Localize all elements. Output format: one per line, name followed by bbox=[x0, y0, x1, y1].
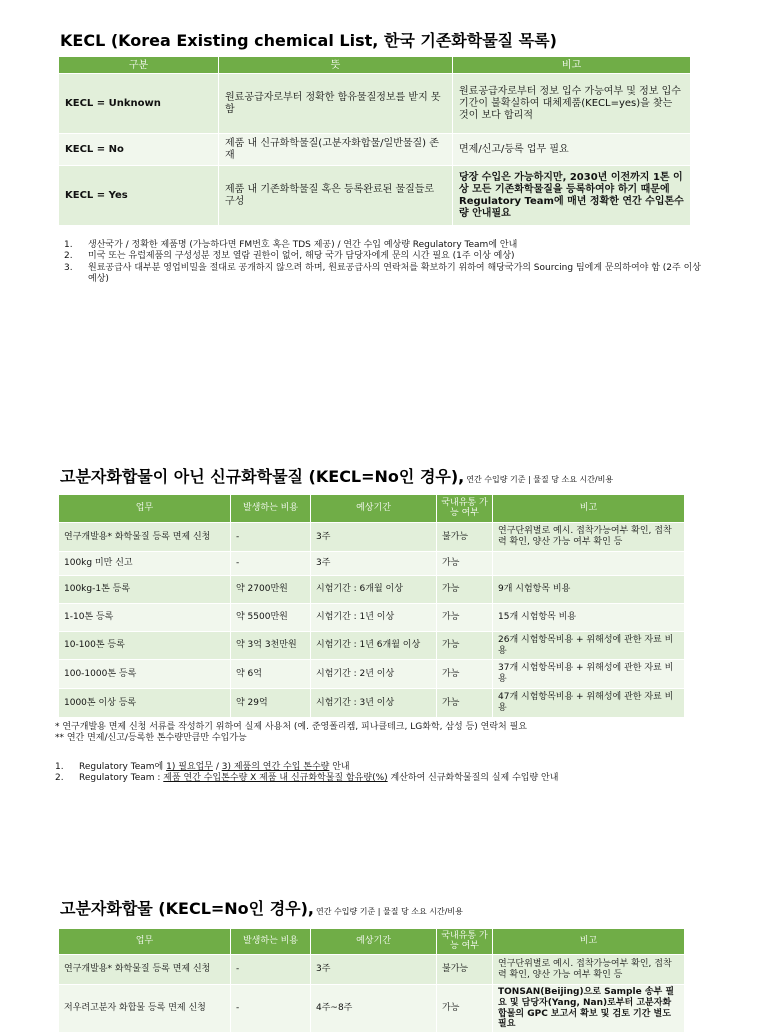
cell-period: 3주 bbox=[311, 523, 437, 552]
cell-period: 3주 bbox=[311, 955, 437, 985]
header-remark: 비고 bbox=[493, 929, 685, 955]
cell-category: KECL = Yes bbox=[59, 166, 219, 226]
cell-task: 10-100톤 등록 bbox=[59, 632, 231, 660]
table-row bbox=[59, 166, 691, 226]
section2-title: 고분자화합물이 아닌 신규화학물질 (KECL=No인 경우), 연간 수입량 기준 | 물질 당 소요 시간/비용 bbox=[60, 467, 614, 486]
cell-remark: 당장 수입은 가능하지만, 2030년 이전까지 1톤 이상 모든 기존화학물질을 등록하여야 하기 때문에 Regulatory Team에 매년 정확한 연간 수입톤수량 안내필요 bbox=[453, 166, 691, 226]
section1-notes bbox=[64, 240, 704, 285]
cell-meaning: 제품 내 기존화학물질 혹은 등록완료된 물질들로 구성 bbox=[219, 166, 453, 226]
cell-meaning: 원료공급자로부터 정확한 함유물질정보를 받지 못함 bbox=[219, 74, 453, 134]
section2-subtitle: 연간 수입량 기준 | 물질 당 소요 시간/비용 bbox=[466, 475, 614, 484]
cell-distribution: 가능 bbox=[437, 660, 493, 689]
table-row bbox=[59, 985, 685, 1033]
cell-period: 시험기간 : 1년 이상 bbox=[311, 604, 437, 632]
header-remark: 비고 bbox=[453, 57, 691, 74]
cell-task: 1-10톤 등록 bbox=[59, 604, 231, 632]
table-row bbox=[59, 689, 685, 718]
cell-task: 100kg 미만 신고 bbox=[59, 552, 231, 576]
cell-cost: 약 29억 bbox=[231, 689, 311, 718]
cell-remark: 연구단위별로 예시. 접착가능여부 확인, 접착력 확인, 양산 가능 여부 확인 등 bbox=[493, 955, 685, 985]
table-row bbox=[59, 632, 685, 660]
cell-remark: 37개 시험항목비용 + 위해성에 관한 자료 비용 bbox=[493, 660, 685, 689]
footnote: * 연구개발용 면제 신청 서류를 작성하기 위하여 실제 사용처 (예. 준영폴리켐, 피나클테크, LG화학, 삼성 등) 연락처 필요 bbox=[55, 722, 527, 732]
table-row bbox=[59, 604, 685, 632]
list-item: 1. Regulatory Team에 1) 필요업무 / 3) 제품의 연간 수입 톤수량 안내 bbox=[55, 762, 350, 772]
list-item: 3. 원료공급사 대부분 영업비밀을 절대로 공개하지 않으려 하며, 원료공급사의 연락처를 확보하기 위하여 해당국가의 Sourcing 팀에게 문의하여야 함 (2주 이상 예상) bbox=[64, 262, 701, 284]
new-chemical-table bbox=[58, 494, 685, 718]
cell-cost: - bbox=[231, 985, 311, 1033]
header-distribution: 국내유통 가능 여부 bbox=[437, 495, 493, 523]
cell-remark: 26개 시험항목비용 + 위해성에 관한 자료 비용 bbox=[493, 632, 685, 660]
table-row bbox=[59, 523, 685, 552]
new-chemical-table-header bbox=[59, 495, 685, 523]
cell-remark: 47개 시험항목비용 + 위해성에 관한 자료 비용 bbox=[493, 689, 685, 718]
table-row bbox=[59, 134, 691, 166]
list-item: 1. 생산국가 / 정확한 제품명 (가능하다면 FM번호 혹은 TDS 제공) / 연간 수입 예상량 Regulatory Team에 안내 bbox=[64, 240, 518, 250]
header-category: 구분 bbox=[59, 57, 219, 74]
header-task: 업무 bbox=[59, 929, 231, 955]
section3-subtitle: 연간 수입량 기준 | 물질 당 소요 시간/비용 bbox=[316, 907, 463, 916]
kecl-table-header bbox=[59, 57, 691, 74]
cell-cost: 약 3억 3천만원 bbox=[231, 632, 311, 660]
cell-cost: - bbox=[231, 523, 311, 552]
table-row bbox=[59, 955, 685, 985]
cell-remark: 원료공급자로부터 정보 입수 가능여부 및 정보 입수 기간이 불확실하여 대체제품(KECL=yes)을 찾는 것이 보다 합리적 bbox=[453, 74, 691, 134]
header-distribution: 국내유통 가능 여부 bbox=[437, 929, 493, 955]
cell-distribution: 가능 bbox=[437, 985, 493, 1033]
header-meaning: 뜻 bbox=[219, 57, 453, 74]
cell-distribution: 가능 bbox=[437, 576, 493, 604]
cell-distribution: 불가능 bbox=[437, 955, 493, 985]
header-remark: 비고 bbox=[493, 495, 685, 523]
section1-title: KECL (Korea Existing chemical List, 한국 기존화학물질 목록) bbox=[60, 31, 557, 50]
section3-title: 고분자화합물 (KECL=No인 경우), 연간 수입량 기준 | 물질 당 소요 시간/비용 bbox=[60, 899, 463, 918]
header-task: 업무 bbox=[59, 495, 231, 523]
table-row bbox=[59, 74, 691, 134]
footnote: ** 연간 면제/신고/등록한 톤수량만큼만 수입가능 bbox=[55, 733, 247, 744]
cell-category: KECL = No bbox=[59, 134, 219, 166]
cell-task: 연구개발용* 화학물질 등록 면제 신청 bbox=[59, 523, 231, 552]
cell-period: 시험기간 : 2년 이상 bbox=[311, 660, 437, 689]
cell-task: 연구개발용* 화학물질 등록 면제 신청 bbox=[59, 955, 231, 985]
cell-remark: 9개 시험항목 비용 bbox=[493, 576, 685, 604]
polymer-table bbox=[58, 928, 685, 1033]
cell-period: 시험기간 : 6개월 이상 bbox=[311, 576, 437, 604]
cell-distribution: 불가능 bbox=[437, 523, 493, 552]
cell-remark: 15개 시험항목 비용 bbox=[493, 604, 685, 632]
cell-cost: 약 6억 bbox=[231, 660, 311, 689]
cell-cost: - bbox=[231, 955, 311, 985]
cell-remark bbox=[493, 552, 685, 576]
table-row bbox=[59, 576, 685, 604]
cell-distribution: 가능 bbox=[437, 604, 493, 632]
header-period: 예상기간 bbox=[311, 929, 437, 955]
cell-meaning: 제품 내 신규화학물질(고분자화합물/일반물질) 존재 bbox=[219, 134, 453, 166]
cell-period: 4주~8주 bbox=[311, 985, 437, 1033]
section2-steps bbox=[55, 762, 735, 785]
cell-distribution: 가능 bbox=[437, 552, 493, 576]
list-item: 2. Regulatory Team : 제품 연간 수입톤수량 X 제품 내 신규화학물질 함유량(%) 계산하여 신규화학물질의 실제 수입량 안내 bbox=[55, 773, 559, 784]
cell-cost: - bbox=[231, 552, 311, 576]
cell-task: 100-1000톤 등록 bbox=[59, 660, 231, 689]
cell-cost: 약 5500만원 bbox=[231, 604, 311, 632]
list-item: 2. 미국 또는 유럽제품의 구성성분 정보 열람 권한이 없어, 해당 국가 담당자에게 문의 시간 필요 (1주 이상 예상) bbox=[64, 251, 515, 262]
cell-category: KECL = Unknown bbox=[59, 74, 219, 134]
header-cost: 발생하는 비용 bbox=[231, 929, 311, 955]
cell-distribution: 가능 bbox=[437, 632, 493, 660]
cell-task: 1000톤 이상 등록 bbox=[59, 689, 231, 718]
cell-remark: 면제/신고/등록 업무 필요 bbox=[453, 134, 691, 166]
cell-task: 저우려고분자 화합물 등록 면제 신청 bbox=[59, 985, 231, 1033]
cell-remark: 연구단위별로 예시. 접착가능여부 확인, 접착력 확인, 양산 가능 여부 확인 등 bbox=[493, 523, 685, 552]
header-period: 예상기간 bbox=[311, 495, 437, 523]
header-cost: 발생하는 비용 bbox=[231, 495, 311, 523]
table-row bbox=[59, 660, 685, 689]
cell-task: 100kg-1톤 등록 bbox=[59, 576, 231, 604]
table-row bbox=[59, 552, 685, 576]
cell-period: 3주 bbox=[311, 552, 437, 576]
cell-period: 시험기간 : 1년 6개월 이상 bbox=[311, 632, 437, 660]
cell-distribution: 가능 bbox=[437, 689, 493, 718]
cell-cost: 약 2700만원 bbox=[231, 576, 311, 604]
cell-remark: TONSAN(Beijing)으로 Sample 송부 필요 및 담당자(Yang, Nan)로부터 고분자화합물의 GPC 보고서 확보 및 검토 기간 별도 필요 bbox=[493, 985, 685, 1033]
polymer-table-header bbox=[59, 929, 685, 955]
cell-period: 시험기간 : 3년 이상 bbox=[311, 689, 437, 718]
kecl-table bbox=[58, 56, 691, 226]
section2-footnotes bbox=[55, 722, 735, 745]
